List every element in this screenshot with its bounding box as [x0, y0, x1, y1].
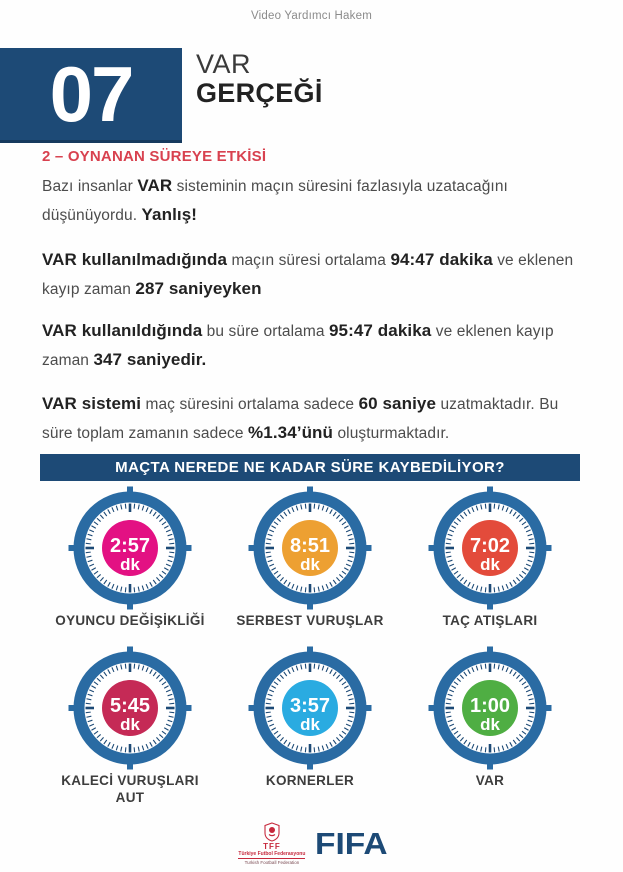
paragraph-3 — [42, 317, 577, 375]
text-segment-bold: VAR kullanıldığında — [42, 321, 203, 340]
section-heading: 2 – OYNANAN SÜREYE ETKİSİ — [42, 148, 267, 165]
text-segment: maç süresini ortalama sadece — [141, 396, 359, 413]
text-segment-bold: VAR kullanılmadığında — [42, 250, 228, 269]
text-segment: sisteminin maçın süresini fazlasıyla uzatacağını düşünüyordu. — [42, 178, 508, 224]
clock-time-value: 5:45 — [109, 695, 151, 717]
clock-item-label: KALECİ VURUŞLARI AUT — [61, 773, 199, 805]
text-segment-bold: VAR — [137, 176, 173, 195]
clock-time-value: 7:02 — [469, 535, 511, 557]
clock-item — [55, 486, 204, 646]
text-segment: Bazı insanlar — [42, 178, 138, 195]
clock-item-label: TAÇ ATIŞLARI — [442, 613, 538, 628]
clock-item-label: SERBEST VURUŞLAR — [236, 613, 384, 628]
header-number: 07 — [49, 50, 133, 138]
header-title-line2: GERÇEĞİ — [196, 78, 323, 109]
tff-name-turkish: Türkiye Futbol Federasyonu — [238, 850, 306, 857]
header-title-line1: VAR — [196, 49, 252, 79]
clock-item-label: KORNERLER — [265, 773, 355, 788]
text-segment: bu süre ortalama — [202, 323, 329, 340]
banner-title: MAÇTA NEREDE NE KADAR SÜRE KAYBEDİLİYOR? — [115, 459, 505, 476]
fifa-logo: FIFA — [314, 825, 388, 861]
section-banner — [40, 454, 580, 481]
text-segment-bold: VAR sistemi — [42, 394, 142, 413]
clock-time-unit: dk — [120, 555, 140, 574]
text-segment-bold: 347 saniyedir. — [93, 350, 207, 369]
clock-time-value: 1:00 — [469, 695, 511, 717]
clock-time-unit: dk — [480, 555, 500, 574]
text-segment-bold: %1.34’ünü — [248, 423, 334, 442]
clock-time-value: 8:51 — [289, 535, 330, 557]
clock-time-unit: dk — [300, 715, 320, 734]
clock-time-unit: dk — [300, 555, 320, 574]
page-top-label: Video Yardımcı Hakem — [251, 10, 372, 22]
clock-icon — [68, 646, 192, 770]
clock-icon — [248, 486, 372, 610]
paragraph-2 — [42, 246, 577, 304]
clock-time-unit: dk — [480, 715, 500, 734]
tff-logo — [238, 822, 306, 865]
header-number-box — [0, 48, 182, 143]
clock-time-unit: dk — [120, 715, 140, 734]
text-segment: oluşturmaktadır. — [333, 425, 450, 442]
text-segment-bold: Yanlış! — [141, 205, 198, 224]
clock-icon — [68, 486, 192, 610]
header-titles — [196, 50, 323, 108]
text-segment-bold: 95:47 dakika — [329, 321, 432, 340]
clock-grid — [40, 486, 580, 806]
clock-time-value: 3:57 — [289, 695, 331, 717]
tff-abbr: TFF — [263, 841, 281, 851]
clock-icon — [428, 646, 552, 770]
text-segment-bold: 60 saniye — [358, 394, 437, 413]
clock-item-label: VAR — [475, 773, 505, 788]
clock-icon — [428, 486, 552, 610]
clock-item — [236, 486, 383, 646]
footer — [0, 818, 623, 868]
clock-item — [428, 646, 552, 806]
clock-time-value: 2:57 — [109, 535, 150, 557]
clock-item — [46, 646, 214, 806]
text-segment: maçın süresi ortalama — [227, 252, 391, 269]
tff-name-english: Turkish Football Federation — [244, 859, 300, 865]
text-segment: ve eklenen kayıp zaman — [42, 323, 554, 369]
tff-crest-icon — [263, 822, 281, 842]
paragraph-1 — [42, 172, 577, 230]
clock-item-label: OYUNCU DEĞİŞİKLİĞİ — [55, 613, 205, 628]
text-segment: uzatmaktadır. Bu süre toplam zamanın sadece — [42, 396, 559, 442]
clock-item — [248, 646, 372, 806]
text-segment-bold: 287 saniyeyken — [135, 279, 262, 298]
text-segment-bold: 94:47 dakika — [390, 250, 493, 269]
clock-item — [428, 486, 552, 646]
text-segment: ve eklenen kayıp zaman — [42, 252, 574, 298]
clock-icon — [248, 646, 372, 770]
paragraph-4 — [42, 390, 577, 448]
